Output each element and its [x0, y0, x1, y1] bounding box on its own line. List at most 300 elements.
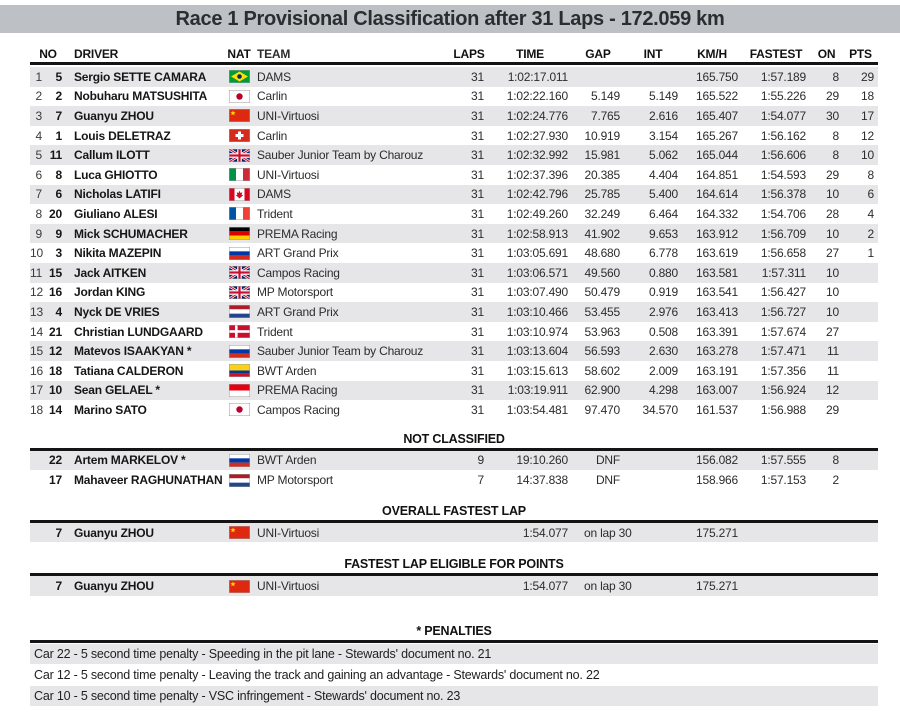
cell-fastest: 1:56.378: [760, 187, 806, 202]
cell-no: 14: [49, 402, 62, 417]
cell-on: 11: [826, 363, 839, 378]
cell-team: ART Grand Prix: [257, 246, 339, 261]
cell-no: 5: [55, 69, 62, 84]
cell-pos: 6: [35, 167, 42, 182]
cell-int: 2.009: [648, 363, 678, 378]
cell-no: 10: [49, 383, 62, 398]
cell-laps: 7: [477, 473, 484, 488]
cell-no: 3: [55, 246, 62, 261]
cell-team: BWT Arden: [257, 453, 317, 468]
cell-driver: Artem MARKELOV *: [74, 453, 186, 468]
fastest-lap-points-table: [30, 576, 878, 596]
cell-int: 2.630: [648, 344, 678, 359]
cell-team: Trident: [257, 206, 293, 221]
cell-time: 1:02:37.396: [506, 167, 568, 182]
classified-row: [30, 341, 878, 361]
cell-fastest: 1:56.427: [760, 285, 806, 300]
cell-kmh: 165.522: [696, 89, 738, 104]
cell-gap: 58.602: [584, 363, 620, 378]
cell-on: 27: [826, 324, 839, 339]
penalty-row: Car 22 - 5 second time penalty - Speeding in the pit lane - Stewards' document no. 21: [30, 644, 878, 664]
classified-row: [30, 224, 878, 244]
not-classified-table: [30, 451, 878, 490]
cell-driver: Sean GELAEL *: [74, 383, 160, 398]
cell-laps: 31: [471, 226, 484, 241]
column-header-time: TIME: [516, 46, 544, 61]
classified-row: [30, 302, 878, 322]
penalty-row: Car 10 - 5 second time penalty - VSC infringement - Stewards' document no. 23: [30, 686, 878, 706]
cell-pts: 12: [861, 128, 874, 143]
cell-fastest: 1:57.311: [761, 265, 806, 280]
cell-fastest: 1:55.226: [760, 89, 806, 104]
cell-fastest: 1:57.471: [760, 344, 806, 359]
cell-kmh: 163.191: [696, 363, 738, 378]
cell-pos: 17: [30, 383, 43, 398]
column-header-pts: PTS: [849, 46, 872, 61]
cell-driver: Nyck DE VRIES: [74, 304, 160, 319]
flag-indonesia-icon: [226, 384, 252, 397]
cell-driver: Nobuharu MATSUSHITA: [74, 89, 208, 104]
cell-no: 1: [55, 128, 62, 143]
cell-laps: 9: [477, 453, 484, 468]
cell-gap: DNF: [595, 453, 620, 468]
cell-laps: 31: [471, 304, 484, 319]
cell-kmh: 175.271: [696, 525, 738, 540]
cell-kmh: 165.044: [696, 148, 738, 163]
cell-on: 11: [826, 344, 839, 359]
cell-no: 7: [55, 108, 62, 123]
cell-driver: Nicholas LATIFI: [74, 187, 161, 202]
cell-on: 10: [826, 226, 839, 241]
cell-team: Campos Racing: [257, 265, 340, 280]
page-title: Race 1 Provisional Classification after 31 Laps - 172.059 km: [0, 5, 900, 33]
cell-int: 0.919: [648, 285, 678, 300]
cell-gap: 56.593: [584, 344, 620, 359]
overall-fastest-lap-label: OVERALL FASTEST LAP: [382, 503, 526, 518]
flag-italy-icon: [226, 168, 252, 181]
flag-china-icon: [226, 526, 252, 539]
classified-row: [30, 381, 878, 401]
cell-fastest: 1:57.153: [760, 473, 806, 488]
flag-netherlands-icon: [226, 474, 252, 487]
cell-fastest: 1:56.606: [760, 148, 806, 163]
cell-team: UNI-Virtuosi: [257, 167, 320, 182]
flag-russia-icon: [226, 345, 252, 358]
column-header-row: [30, 45, 878, 62]
cell-no: 21: [49, 324, 62, 339]
cell-driver: Louis DELETRAZ: [74, 128, 171, 143]
cell-time: 1:03:06.571: [506, 265, 568, 280]
cell-laps: 31: [471, 265, 484, 280]
cell-pos: 12: [30, 285, 43, 300]
cell-pos: 1: [35, 69, 42, 84]
cell-driver: Callum ILOTT: [74, 148, 150, 163]
cell-fastest: 1:54.593: [760, 167, 806, 182]
cell-fastest: 1:56.988: [760, 402, 806, 417]
cell-laps: 31: [471, 206, 484, 221]
cell-gap: 7.765: [590, 108, 620, 123]
cell-team: UNI-Virtuosi: [257, 108, 320, 123]
penalty-row: Car 12 - 5 second time penalty - Leaving the track and gaining an advantage - Stewards' document no. 22: [34, 668, 600, 683]
cell-gap: 50.479: [584, 285, 620, 300]
flag-canada-icon: [226, 188, 252, 201]
cell-kmh: 163.391: [696, 324, 738, 339]
cell-time: 1:02:22.160: [506, 89, 568, 104]
cell-laps: 31: [471, 383, 484, 398]
cell-fastest: 1:54.706: [760, 206, 806, 221]
cell-team: UNI-Virtuosi: [257, 579, 320, 594]
cell-no: 20: [49, 206, 62, 221]
header-rule-line: [30, 62, 878, 65]
cell-pos: 5: [35, 148, 42, 163]
cell-pos: 18: [30, 402, 43, 417]
cell-fastest: 1:56.727: [760, 304, 806, 319]
cell-kmh: 163.278: [696, 344, 738, 359]
cell-kmh: 165.267: [696, 128, 738, 143]
cell-driver: Guanyu ZHOU: [74, 579, 154, 594]
cell-pos: 13: [30, 304, 43, 319]
cell-pts: 8: [867, 167, 874, 182]
cell-pos: 7: [35, 187, 42, 202]
cell-on: 10: [826, 265, 839, 280]
cell-no: 15: [49, 265, 62, 280]
cell-no: 7: [55, 525, 62, 540]
cell-pos: 10: [30, 246, 43, 261]
cell-int: 3.154: [648, 128, 678, 143]
cell-int: 0.880: [648, 265, 678, 280]
not-classified-row: [30, 451, 878, 471]
flag-china-icon: [226, 109, 252, 122]
cell-kmh: 163.912: [696, 226, 738, 241]
cell-team: PREMA Racing: [257, 226, 338, 241]
cell-no: 4: [55, 304, 62, 319]
cell-gap: 20.385: [584, 167, 620, 182]
cell-fastest: 1:57.189: [760, 69, 806, 84]
cell-driver: Jack AITKEN: [74, 265, 147, 280]
flag-france-icon: [226, 207, 252, 220]
cell-driver: Guanyu ZHOU: [74, 525, 154, 540]
cell-gap: DNF: [595, 473, 620, 488]
classified-row: [30, 263, 878, 283]
cell-team: PREMA Racing: [257, 383, 338, 398]
cell-pos: 3: [35, 108, 42, 123]
cell-pts: 29: [861, 69, 874, 84]
column-header-no: NO: [39, 46, 57, 61]
cell-fastest: 1:56.658: [760, 246, 806, 261]
cell-time: 1:03:07.490: [506, 285, 568, 300]
cell-team: DAMS: [257, 187, 291, 202]
cell-laps: 31: [471, 187, 484, 202]
cell-pts: 17: [861, 108, 874, 123]
cell-fastest: 1:54.077: [760, 108, 806, 123]
classified-row: [30, 165, 878, 185]
cell-int: 4.404: [648, 167, 678, 182]
flag-colombia-icon: [226, 364, 252, 377]
column-header-team: TEAM: [257, 46, 291, 61]
cell-kmh: 163.581: [696, 265, 738, 280]
cell-pos: 2: [35, 89, 42, 104]
cell-time: 19:10.260: [516, 453, 568, 468]
cell-pts: 18: [861, 89, 874, 104]
cell-gap: 53.455: [584, 304, 620, 319]
cell-on: 8: [832, 148, 839, 163]
cell-gap: 15.981: [584, 148, 620, 163]
cell-no: 8: [55, 167, 62, 182]
cell-laps: 31: [471, 402, 484, 417]
cell-pts: 10: [861, 148, 874, 163]
cell-fastest: 1:57.674: [760, 324, 806, 339]
flag-china-icon: [226, 580, 252, 593]
classified-row: [30, 243, 878, 263]
cell-time: 1:03:05.691: [506, 246, 568, 261]
cell-pts: 2: [867, 226, 874, 241]
cell-driver: Mick SCHUMACHER: [74, 226, 188, 241]
cell-on: 28: [826, 206, 839, 221]
cell-driver: Sergio SETTE CAMARA: [74, 69, 207, 84]
overall-fastest-lap-row: [30, 523, 878, 543]
cell-laps: 31: [471, 363, 484, 378]
cell-pts: 1: [867, 246, 874, 261]
cell-kmh: 163.007: [696, 383, 738, 398]
cell-int: 2.616: [648, 108, 678, 123]
cell-pos: 11: [30, 265, 43, 280]
cell-gap: 25.785: [584, 187, 620, 202]
cell-int: 0.508: [648, 324, 678, 339]
cell-driver: Marino SATO: [74, 402, 147, 417]
cell-no: 22: [49, 453, 62, 468]
cell-time: 1:03:15.613: [506, 363, 568, 378]
classified-row: [30, 361, 878, 381]
cell-fastest: 1:56.162: [760, 128, 806, 143]
classified-row: [30, 145, 878, 165]
cell-on: 10: [826, 285, 839, 300]
cell-pos: 8: [35, 206, 42, 221]
cell-laps: 31: [471, 285, 484, 300]
cell-gap: 41.902: [584, 226, 620, 241]
not-classified-label: NOT CLASSIFIED: [403, 431, 505, 446]
cell-no: 16: [49, 285, 62, 300]
column-header-laps: LAPS: [453, 46, 485, 61]
flag-brazil-icon: [226, 70, 252, 83]
cell-no: 7: [55, 579, 62, 594]
flag-switzerland-icon: [226, 129, 252, 142]
flag-germany-icon: [226, 227, 252, 240]
cell-kmh: 163.541: [696, 285, 738, 300]
cell-on: 29: [826, 402, 839, 417]
cell-driver: Guanyu ZHOU: [74, 108, 154, 123]
cell-laps: 31: [471, 148, 484, 163]
cell-gap: 48.680: [584, 246, 620, 261]
cell-laps: 31: [471, 108, 484, 123]
cell-laps: 31: [471, 69, 484, 84]
cell-laps: 31: [471, 324, 484, 339]
cell-on: 29: [826, 89, 839, 104]
cell-on: 10: [826, 304, 839, 319]
cell-no: 11: [49, 148, 62, 163]
fastest-lap-note: on lap 30: [584, 525, 632, 540]
cell-time: 1:02:42.796: [506, 187, 568, 202]
cell-on: 12: [826, 383, 839, 398]
penalties-rule-line: [30, 640, 878, 643]
cell-on: 27: [826, 246, 839, 261]
cell-time: 1:03:10.974: [506, 324, 568, 339]
cell-int: 6.778: [648, 246, 678, 261]
cell-team: Carlin: [257, 89, 288, 104]
cell-pos: 9: [35, 226, 42, 241]
cell-team: DAMS: [257, 69, 291, 84]
flag-russia-icon: [226, 454, 252, 467]
cell-kmh: 161.537: [696, 402, 738, 417]
cell-kmh: 163.619: [696, 246, 738, 261]
cell-no: 18: [49, 363, 62, 378]
cell-gap: 53.963: [584, 324, 620, 339]
cell-laps: 31: [471, 89, 484, 104]
cell-team: MP Motorsport: [257, 473, 333, 488]
flag-russia-icon: [226, 247, 252, 260]
cell-int: 5.062: [648, 148, 678, 163]
cell-gap: 10.919: [584, 128, 620, 143]
cell-gap: 32.249: [584, 206, 620, 221]
cell-driver: Tatiana CALDERON: [74, 363, 184, 378]
cell-on: 8: [832, 128, 839, 143]
cell-time: 1:54.077: [522, 525, 568, 540]
cell-laps: 31: [471, 246, 484, 261]
cell-time: 1:02:32.992: [506, 148, 568, 163]
cell-team: Campos Racing: [257, 402, 340, 417]
cell-laps: 31: [471, 167, 484, 182]
cell-team: UNI-Virtuosi: [257, 525, 320, 540]
cell-pos: 16: [30, 363, 43, 378]
cell-team: Trident: [257, 324, 293, 339]
cell-int: 5.400: [648, 187, 678, 202]
column-header-fastest: FASTEST: [749, 46, 803, 61]
cell-team: ART Grand Prix: [257, 304, 339, 319]
classified-row: [30, 322, 878, 342]
classified-row: [30, 400, 878, 420]
fastest-lap-note: on lap 30: [584, 579, 632, 594]
cell-no: 6: [55, 187, 62, 202]
cell-kmh: 163.413: [696, 304, 738, 319]
cell-driver: Giuliano ALESI: [74, 206, 158, 221]
cell-int: 34.570: [642, 402, 678, 417]
column-header-int: INT: [643, 46, 663, 61]
classified-row: [30, 106, 878, 126]
cell-no: 9: [55, 226, 62, 241]
cell-team: Sauber Junior Team by Charouz: [257, 344, 424, 359]
cell-time: 1:02:27.930: [506, 128, 568, 143]
cell-int: 2.976: [648, 304, 678, 319]
flag-uk-icon: [226, 266, 252, 279]
flag-uk-icon: [226, 286, 252, 299]
cell-no: 2: [55, 89, 62, 104]
cell-int: 9.653: [648, 226, 678, 241]
cell-pts: 4: [867, 206, 874, 221]
cell-driver: Mahaveer RAGHUNATHAN: [74, 473, 223, 488]
cell-fastest: 1:57.356: [760, 363, 806, 378]
fastest-lap-points-label: FASTEST LAP ELIGIBLE FOR POINTS: [344, 557, 564, 572]
classification-sheet: [30, 45, 878, 706]
cell-pos: 4: [35, 128, 42, 143]
cell-team: Carlin: [257, 128, 288, 143]
cell-fastest: 1:57.555: [760, 453, 806, 468]
cell-pts: 6: [867, 187, 874, 202]
cell-kmh: 165.750: [696, 69, 738, 84]
cell-laps: 31: [471, 344, 484, 359]
cell-on: 29: [826, 167, 839, 182]
classified-row: [30, 204, 878, 224]
cell-kmh: 164.332: [696, 206, 738, 221]
cell-driver: Jordan KING: [74, 285, 146, 300]
flag-japan-icon: [226, 403, 252, 416]
cell-pos: 14: [30, 324, 43, 339]
flag-denmark-icon: [226, 325, 252, 338]
cell-time: 1:02:58.913: [506, 226, 568, 241]
cell-no: 12: [49, 344, 62, 359]
column-header-gap: GAP: [585, 46, 611, 61]
cell-no: 17: [49, 473, 62, 488]
classified-row: [30, 87, 878, 107]
cell-gap: 49.560: [584, 265, 620, 280]
cell-on: 10: [826, 187, 839, 202]
cell-laps: 31: [471, 128, 484, 143]
flag-uk-icon: [226, 149, 252, 162]
cell-kmh: 164.851: [696, 167, 738, 182]
cell-gap: 62.900: [584, 383, 620, 398]
cell-gap: 5.149: [590, 89, 620, 104]
flag-netherlands-icon: [226, 305, 252, 318]
cell-pos: 15: [30, 344, 43, 359]
cell-kmh: 175.271: [696, 579, 738, 594]
cell-int: 6.464: [648, 206, 678, 221]
cell-driver: Luca GHIOTTO: [74, 167, 158, 182]
cell-time: 1:02:49.260: [506, 206, 568, 221]
classified-row: [30, 185, 878, 205]
cell-kmh: 165.407: [696, 108, 738, 123]
flag-japan-icon: [226, 90, 252, 103]
cell-driver: Christian LUNDGAARD: [74, 324, 203, 339]
cell-fastest: 1:56.709: [760, 226, 806, 241]
cell-time: 1:02:24.776: [506, 108, 568, 123]
cell-time: 14:37.838: [516, 473, 568, 488]
column-header-on: ON: [817, 46, 836, 61]
cell-team: BWT Arden: [257, 363, 317, 378]
cell-time: 1:03:19.911: [507, 383, 568, 398]
cell-kmh: 156.082: [696, 453, 738, 468]
not-classified-row: [30, 470, 878, 490]
cell-driver: Matevos ISAAKYAN *: [74, 344, 192, 359]
column-header-kmh: KM/H: [697, 46, 727, 61]
classified-row: [30, 67, 878, 87]
cell-on: 30: [826, 108, 839, 123]
classified-row: [30, 283, 878, 303]
cell-on: 8: [832, 69, 839, 84]
cell-kmh: 158.966: [696, 473, 738, 488]
cell-team: MP Motorsport: [257, 285, 333, 300]
cell-time: 1:03:10.466: [506, 304, 568, 319]
cell-on: 2: [832, 473, 839, 488]
fastest-lap-points-row: [30, 576, 878, 596]
column-header-driver: DRIVER: [74, 46, 119, 61]
cell-fastest: 1:56.924: [760, 383, 806, 398]
cell-int: 4.298: [648, 383, 678, 398]
overall-fastest-lap-table: [30, 523, 878, 543]
penalties-list: [30, 644, 878, 706]
penalties-label: * PENALTIES: [416, 624, 492, 639]
cell-int: 5.149: [648, 89, 678, 104]
cell-on: 8: [832, 453, 839, 468]
classified-row: [30, 126, 878, 146]
cell-driver: Nikita MAZEPIN: [74, 246, 162, 261]
